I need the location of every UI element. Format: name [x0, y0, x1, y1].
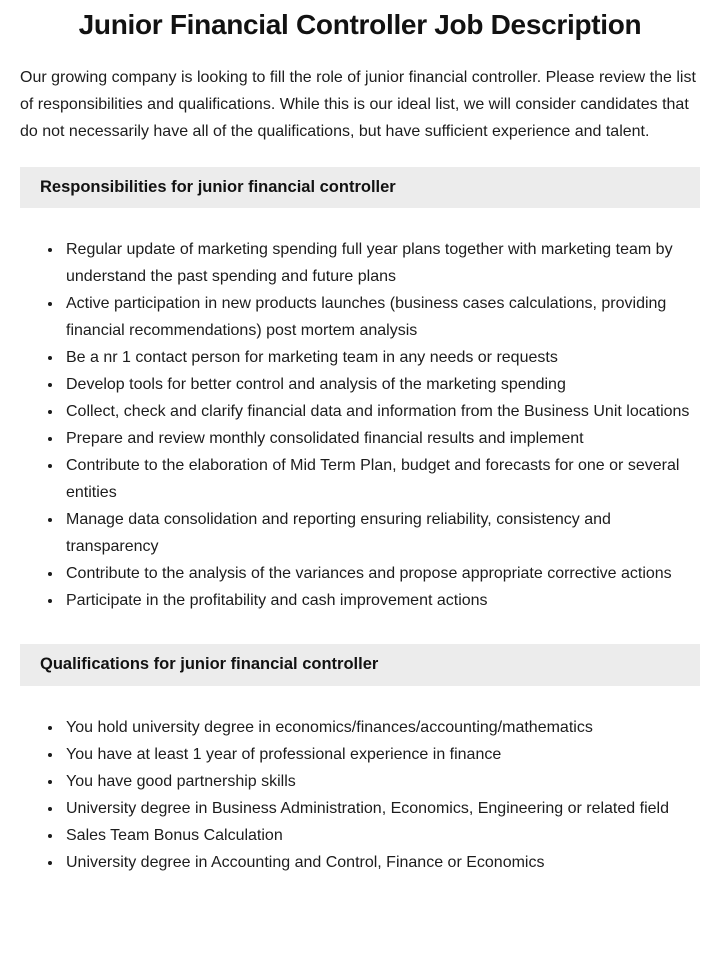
list-item: • Be a nr 1 contact person for marketing team in any needs or requests	[63, 344, 700, 371]
responsibilities-list	[20, 236, 700, 614]
page-title: Junior Financial Controller Job Description	[78, 9, 642, 40]
list-item: • Contribute to the elaboration of Mid Term Plan, budget and forecasts for one or several entities	[63, 452, 700, 506]
responsibilities-heading: Responsibilities for junior financial controller	[20, 167, 700, 209]
intro-paragraph: Our growing company is looking to fill the role of junior financial controller. Please review the list of responsibilities and qualifications. While this is our ideal list, we will consider candidates that do not necessarily have all of the qualifications, but have sufficient experience and talent.	[20, 68, 696, 140]
list-item: • University degree in Business Administration, Economics, Engineering or related field	[63, 795, 700, 822]
list-item: • Collect, check and clarify financial data and information from the Business Unit locations	[63, 398, 700, 425]
list-item: • Sales Team Bonus Calculation	[63, 822, 700, 849]
list-item: • Contribute to the analysis of the variances and propose appropriate corrective actions	[63, 560, 700, 587]
list-item: • Regular update of marketing spending full year plans together with marketing team by understand the past spending and future plans	[63, 236, 700, 290]
qualifications-list	[20, 714, 700, 876]
list-item: • You have at least 1 year of professional experience in finance	[63, 741, 700, 768]
responsibilities-section	[20, 167, 700, 615]
list-item: • University degree in Accounting and Control, Finance or Economics	[63, 849, 700, 876]
list-item: • Manage data consolidation and reporting ensuring reliability, consistency and transparency	[63, 506, 700, 560]
list-item: • Active participation in new products launches (business cases calculations, providing financial recommendations) post mortem analysis	[63, 290, 700, 344]
qualifications-section	[20, 644, 700, 876]
list-item: • Participate in the profitability and cash improvement actions	[63, 587, 700, 614]
list-item: • Develop tools for better control and analysis of the marketing spending	[63, 371, 700, 398]
qualifications-heading: Qualifications for junior financial controller	[20, 644, 700, 686]
list-item: • Prepare and review monthly consolidated financial results and implement	[63, 425, 700, 452]
list-item: • You hold university degree in economics/finances/accounting/mathematics	[63, 714, 700, 741]
list-item: • You have good partnership skills	[63, 768, 700, 795]
